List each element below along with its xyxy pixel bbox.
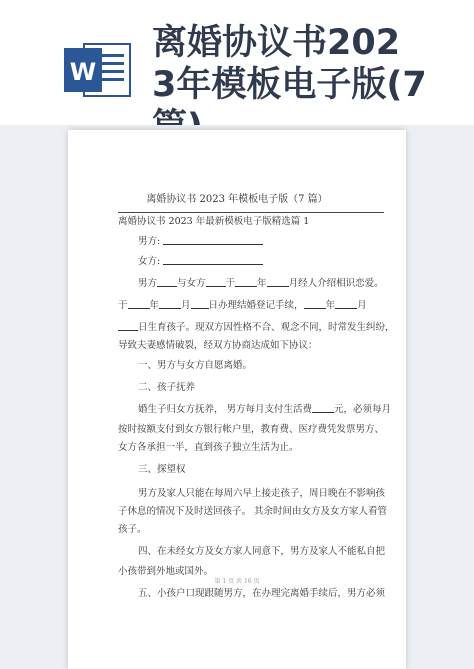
text: 日办理结婚登记手续， (208, 300, 304, 311)
woman-line (138, 254, 263, 270)
paragraph-line: 五、小孩户口现跟随男方，在办理完离婚手续后，男方必须 (138, 588, 386, 599)
text: 于 (118, 300, 128, 311)
banner-title-line1: 离婚协议书202 (152, 23, 401, 63)
text: 男方 (138, 278, 158, 289)
banner (0, 0, 474, 125)
text: 月经人介绍相识恋爱。 (288, 278, 384, 289)
paragraph-line: 男方及家人只能在每周六早上接走孩子，周日晚在不影响孩 (138, 488, 386, 499)
blank (312, 402, 334, 413)
woman-label: 女方: (138, 256, 161, 267)
document-subtitle: 离婚协议书 2023 年最新模板电子版精选篇 1 (118, 216, 310, 227)
text: 年 (149, 300, 160, 311)
text: 元，必须每月 (334, 404, 392, 415)
man-name-blank (163, 234, 263, 245)
text: 年 (325, 300, 336, 311)
paragraph-line: 导致夫妻感情破裂，经双方协商达成如下协议： (118, 340, 318, 351)
text: 婚生子归女方抚养， 男方每月支付生活费 (138, 404, 313, 415)
paragraph-line: 小孩带到外地或国外。 (118, 566, 214, 577)
section-heading: 一、男方与女方自愿离婚。 (138, 360, 253, 371)
blank (235, 276, 257, 287)
text: 日生育孩子。 (138, 322, 196, 333)
paragraph-line (118, 320, 395, 336)
blank (157, 276, 177, 287)
word-document-icon (62, 40, 134, 100)
banner-title-line2: 3年模板电子版(7 (152, 65, 427, 105)
text: 于 (225, 278, 236, 289)
blank (191, 298, 209, 309)
text: 与女方 (177, 278, 206, 289)
blank (128, 298, 150, 309)
header-rule (118, 212, 384, 213)
blank (118, 320, 138, 331)
woman-name-blank (163, 254, 263, 265)
blank (335, 298, 357, 309)
section-heading: 三、探望权 (138, 464, 186, 475)
paragraph-line: 孩子。 (118, 524, 147, 535)
paragraph-line: 子休息的情况下及时送回孩子。 其余时间由女方及女方家人看管 (118, 506, 388, 517)
paragraph-line (118, 298, 367, 314)
blank (304, 298, 326, 309)
paragraph-line (138, 276, 384, 292)
page-header: 离婚协议书 2023 年模板电子版（7 篇） (146, 194, 328, 205)
blank (267, 276, 289, 287)
text: 月 (181, 300, 191, 311)
blank (159, 298, 181, 309)
man-line (138, 234, 263, 250)
section-heading: 二、孩子抚养 (138, 382, 196, 393)
man-label: 男方: (138, 236, 161, 247)
paragraph-line: 女方各承担一半，直到孩子独立生活为止。 (118, 442, 299, 453)
paragraph-line (138, 402, 391, 418)
text: 月 (357, 300, 367, 311)
svg-text:W: W (69, 58, 97, 86)
paragraph-line: 按时按额支付到女方银行帐户里，教育费、医疗费凭发票男方、 (118, 424, 385, 435)
text: 年 (257, 278, 267, 289)
page-indicator: 第 1 页 共 16 页 (214, 578, 260, 585)
paragraph-line: 四、在未经女方及女方家人同意下，男方及家人不能私自把 (138, 546, 386, 557)
blank (206, 276, 226, 287)
text: 现双方因性格不合、观念不同，时常发生纠纷， (195, 322, 395, 333)
